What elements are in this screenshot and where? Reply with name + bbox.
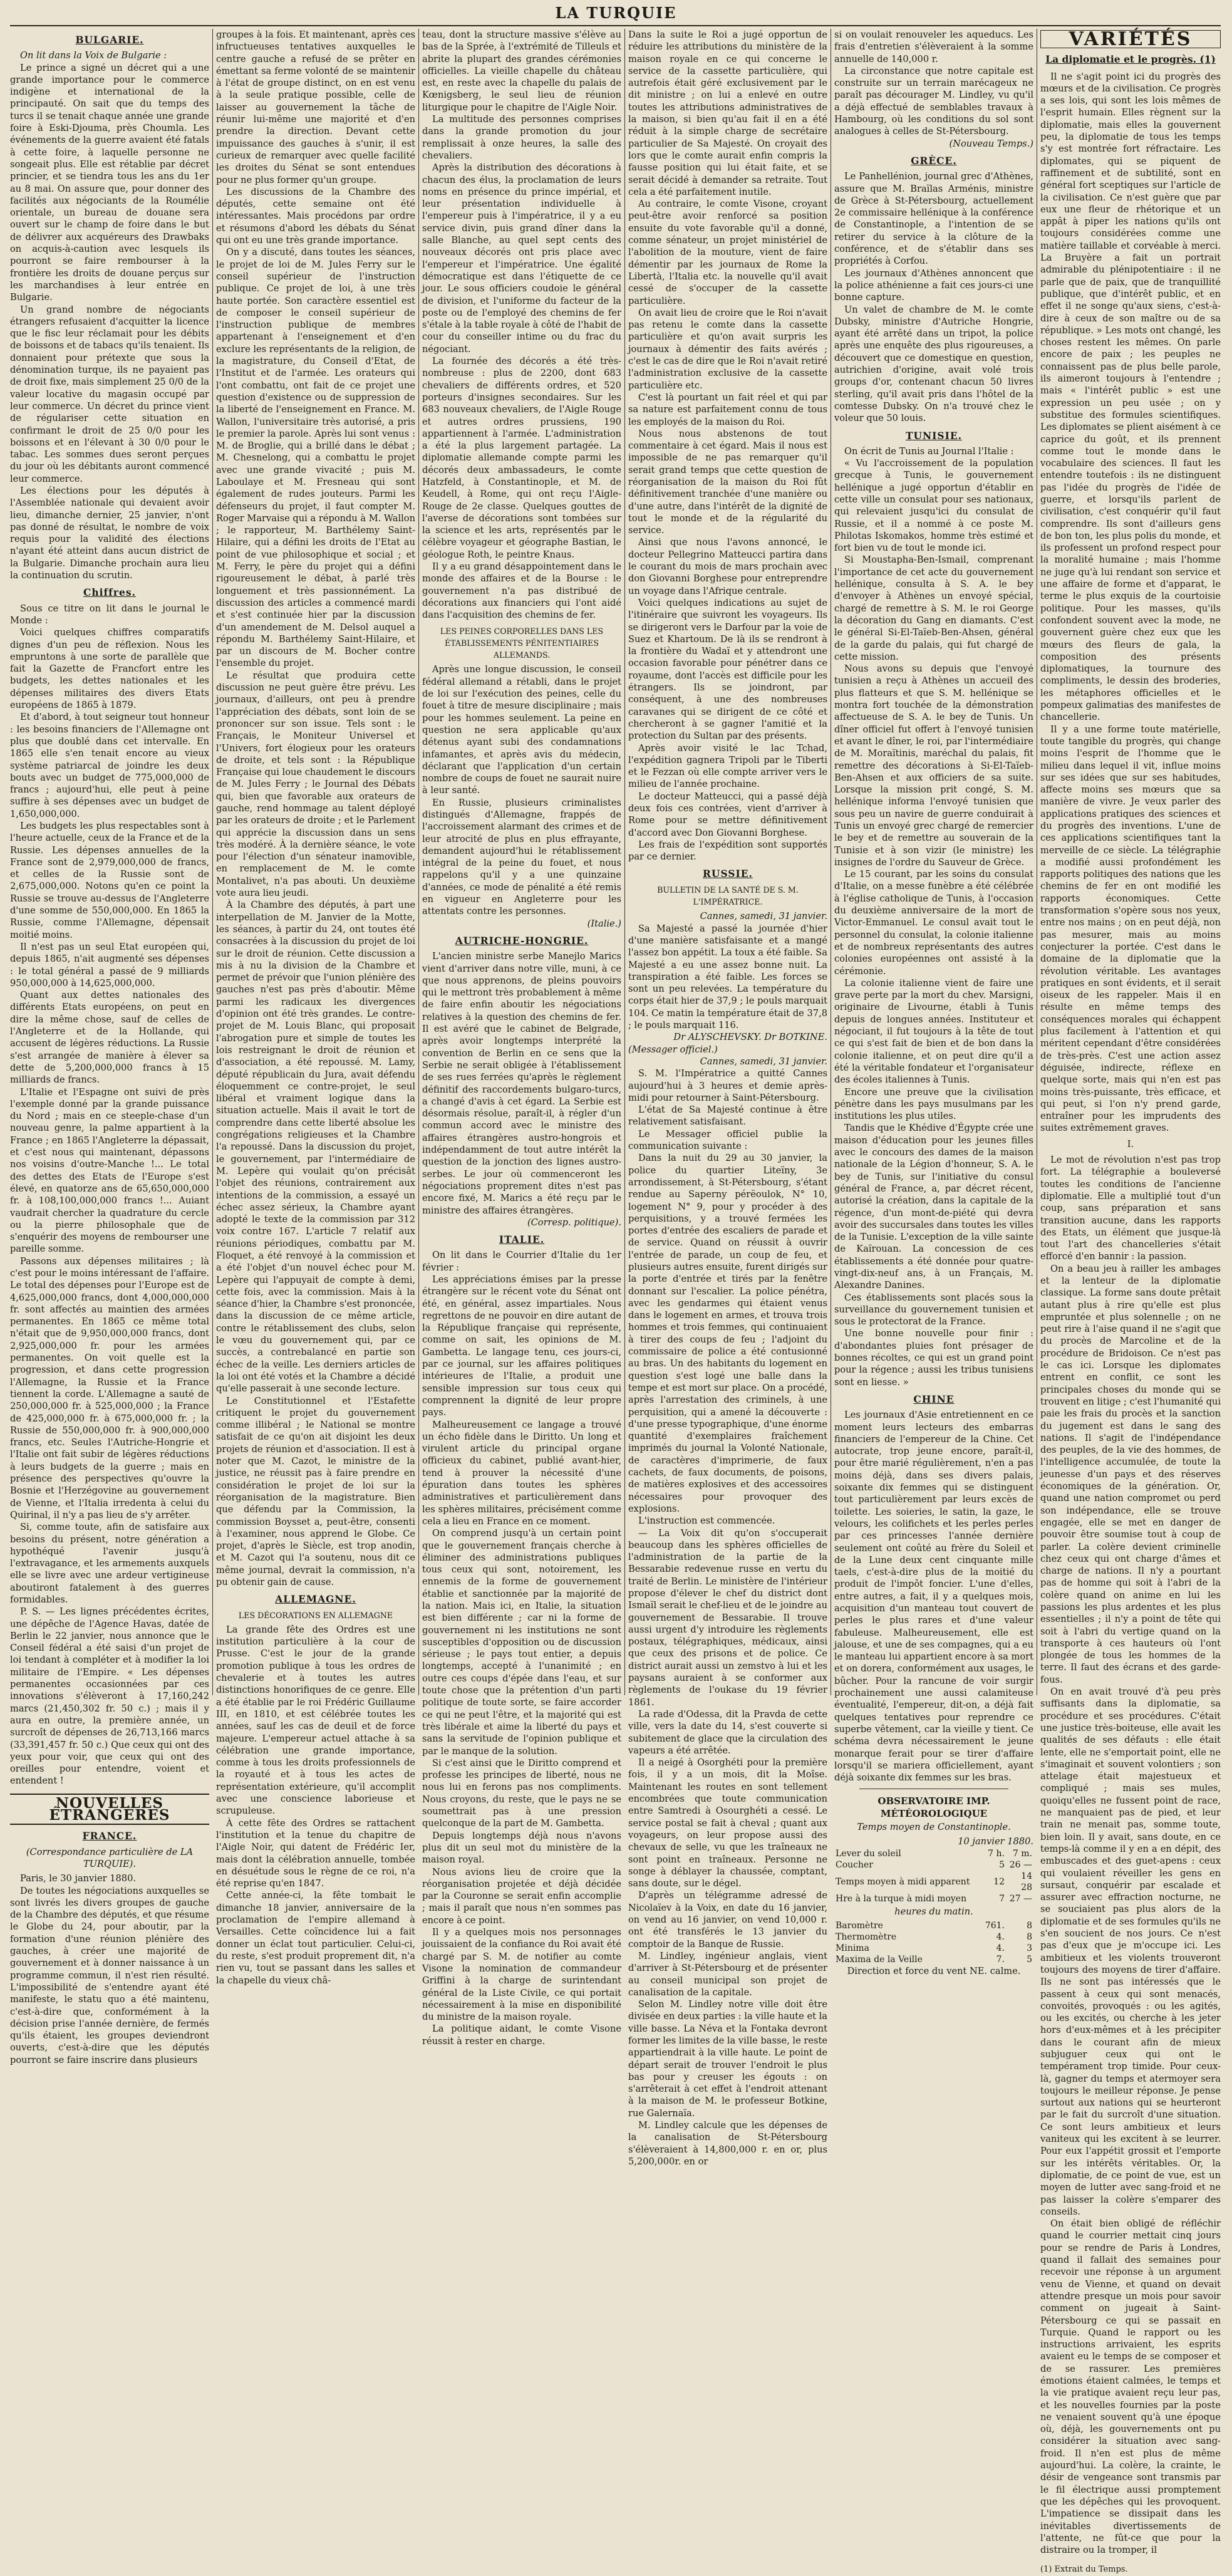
observatory-row <box>834 1954 1033 1965</box>
paragraph: Si c'est ainsi que le Diritto comprend et professe les principes de liberté, nous ne nous lui en ferons pas nos compliments. Nous croyons, du reste, que le pays ne se soumettrait pas à une pression quelconque de la part de M. Gambetta. <box>422 1757 621 1829</box>
observatory-table-readings <box>834 1920 1033 1965</box>
paragraph: On écrit de Tunis au Journal l'Italie : <box>844 445 1014 457</box>
masthead-rule <box>10 25 1221 26</box>
article-title: La diplomatie et le progrès. (1) <box>1045 53 1216 66</box>
paragraph: Après la distribution des décorations à chacun des élus, la proclamation de leurs noms en présence du prince impérial, et leur présentation individuelle à l'empereur puis à l'impératrice, il y a eu service divin, puis grand dîner dans la salle Blanche, au quel sept cents des nouveaux décorés ont pris place avec l'empereur et l'impératrice. Une égalité démocratique est dans l'étiquette de ce jour. Le sous officiers coudoie le général de division, et l'uniforme du facteur de la poste ou de l'employé des chemins de fer s'étale à la table royale à côté de l'habit de cour du conseiller intime ou du frac du négociant. <box>422 162 621 355</box>
paragraph: La grande fête des Ordres est une institution particulière à la cour de Prusse. C'est le jour de la grande promotion publique à tous les ordres de chevalerie et à toutes les autres distinctions honorifiques de ce genre. Elle a été établie par le roi Frédéric Guillaume III, en 1810, et est célébrée toutes les années, sauf les cas de deuil et de force majeure. L'empereur actuel attache à sa célébration une grande importance, comme à tous les droits professionnels de la royauté et à tous les actes de représentation extérieure, qu'il accomplit avec une conscience laborieuse et scrupuleuse. <box>216 1624 415 1817</box>
paragraph: On y a discuté, dans toutes les séances, le projet de loi de M. Jules Ferry sur le conseil supérieur de l'instruction publique. Ce projet de loi, à une très haute portée. Son caractère essentiel est de composer le conseil supérieur de l'instruction publique de membres appartenant à l'enseignement et d'en exclure les représentants de la religion, de la magistrature, du Conseil d'Etat, de l'Institut et de l'armée. Les orateurs qui l'ont combattu, ont fait de ce projet une question d'existence ou de suppression de la liberté de l'enseignement en France. M. Wallon, l'universitaire très autorisé, a pris le premier la parole. Après lui sont venus : M. de Broglie, qui a brillé dans le débat ; M. Chesnelong, qui a combattu le projet avec une grande vivacité ; puis M. Laboulaye et M. Fresneau qui sont également de rudes jouteurs. Parmi les défenseurs du projet, il faut compter M. Roger Marvaise qui a répondu à M. Wallon ; le rapporteur, M. Barthélemy Saint-Hilaire, qui a défini les droits de l'Etat au point de vue philosophique et social ; et M. Ferry, le père du projet qui a défini rigoureusement le débat, à parlé très longuement et très passionnément. La discussion des articles a commencé mardi et s'est continuée hier par la discussion d'un amendement de M. Delsol auquel a répondu M. Barthélemy Saint-Hilaire, et par un discours de M. Bocher contre l'ensemble du projet. <box>216 247 415 669</box>
paragraph: Les appréciations émises par la presse étrangère sur le récent vote du Sénat ont été, en général, assez impartiales. Nous regrettons de ne pouvoir en dire autant de la République française qui représente, comme on sait, les opinions de M. Gambetta. Le langage tenu, ces jours-ci, par ce journal, sur les affaires politiques intérieures de l'Italie, a produit une sensible impression sur tous ceux qui comprennent la dignité de leur propre pays. <box>422 1274 621 1418</box>
observatory-cell-h: 7 <box>999 1893 1005 1904</box>
paragraph: Après avoir visité le lac Tchad, l'expédition gagnera Tripoli par le Tiberti et le Fezzan où elle compte arriver vers le milieu de l'année prochaine. <box>628 742 827 790</box>
source-credit: (Nouveau Temps.) <box>949 138 1033 149</box>
paragraph: M. Lindley, ingénieur anglais, vient d'arriver à St-Pétersbourg et de présenter au conseil municipal son projet de canalisation de la capitale. <box>628 1950 827 1998</box>
paragraph: Le 15 courant, par les soins du consulat d'Italie, on a messe funèbre a été célébrée à l'église catholique de Tunis, à l'occasion du deuxième anniversaire de la mort de Victor-Emmanuel. Le consul avait tout le personnel du consulat, la colonie italienne et de nombreux représentants des autres colonies européennes ont assisté à la cérémonie. <box>834 869 1033 977</box>
paragraph: Ces établissements sont placés sous la surveillance du gouvernement tunisien et sous le protectorat de la France. <box>834 1292 1033 1327</box>
paragraph: Il ne s'agit point ici du progrès des mœurs et de la civilisation. Ce progrès a ses lois, qui sont les lois mêmes de l'esprit humain. Elles règnent sur la diplomatie, mais elles la gouvernent peu, la diplomatie de tous les temps s'y est montrée fort réfractaire. Les diplomates, qui se piquent de raffinement et de subtilité, sont en général fort sceptiques sur l'article de la civilisation. Ce n'est guère que par eux une fleur de rhétorique et un appât à piper les nations qu'ils ont toujours considérées comme une matière taillable et corvéable à merci. La Bruyère a fait un portrait admirable du plénipotentiaire : il ne parle que de paix, que de tranquillité publique, que d'intérêt public, et en effet il ne songe qu'aux siens, c'est-à-dire à ceux de son maître ou de sa république. » Les mots ont changé, les choses restent les mêmes. On parle encore de paix ; les peuples ne connaissent pas de plus belle parole, ils aimeront toujours à l'entendre ; mais « l'intérêt public » est une expression un peu usée ; on y substitue des formules scientifiques. Les diplomates se plient aisément à ce caprice du goût, et ils prennent comme tout le monde dans le vocabulaire des sciences. Il faut les entendre toutefois : ils ne distinguent pas l'idée du progrès de l'idée de guerre, et lorsqu'ils parlent de civilisation, c'est conquérir qu'il faut comprendre. Ils sont d'ailleurs gens de bon ton, les plus polis du monde, et ils professent un profond respect pour la moralité humaine ; mais l'homme ne juge qu'à lui rendant son service et une affaire de forme et d'apparat, le terme le plus exquis de la courtoisie politique. Pour les masses, qu'ils confondent souvent avec la mode, ne gouvernent guère chez eux que les mœurs des fleurs de gala, la composition des présents diplomatiques, la tournure des compliments, le dessin des broderies, les métaphores officielles et le pompeux galimatias des manifestes de chancellerie. <box>1040 71 1221 723</box>
paragraph: Si, comme toute, afin de satisfaire aux besoins du présent, notre génération a hypothéqué l'avenir jusqu'à l'extravagance, et les armements auxquels elle se livre avec une ardeur vertigineuse aboutiront fatalement à des guerres formidables. <box>10 1522 209 1605</box>
paragraph: Il a neigé à Osorghéti pour la première fois, il y a un mois, dit la Moîse. Maintenant les routes en sont tellement encombrées que toute communication entre Samtredi à Osourghéti a cessé. Le service postal se fait à cheval ; quant aux voyageurs, on leur propose aussi des chevaux de selle, vu que les traîneaux ne sont point en traîneaux. Personne ne songe à déblayer la chaussée, comptant, sans doute, sur le dégel. <box>628 1757 827 1889</box>
paragraph: On en avait trouvé d'à peu près suffisants dans la diplomatie, sa procédure et ses procédures. C'était une justice très-boiteuse, elle avait les qualités de ses défauts : elle était lente, elle ne s'emportait point, elle ne s'imaginait et souvent volontiers ; son attelage était majestueux et compliqué ; mais ses mules, quoiqu'elles ne fussent point de race, ne manquaient pas de pied, et leur train ne menait pas, somme toute, bien loin. Il y avait, sans doute, en ce temps-là comme il y en a en dépit, des embuscades et des guet-apens : ceux qui voulaient réveiller les gens en sursaut, conquérir par escalade et assurer avec effraction nocturne, ne se souciaient pas plus alors de la diplomatie et de ses formules qu'ils ne s'en soucient de nos jours. Ce n'est pas d'eux que je m'occupe ici. Les ambitieux et les violents trouveront toujours des moyens de tirer d'affaire. Ils ne sont pas intéressés que le passent à ceux qui sont menacés, convoités, provoqués : ou les agités, ou les excités, ou cherche à les jeter hors d'eux-mêmes et à les précipiter dans le courant afin de mieux subjuguer ceux qui ont le tempérament trop timide. Pour ceux-là, gagner du temps et atermoyer sera toujours le meilleur réponse. Je pense surtout aux nations qui se heurteront par le fait du surcroît d'une situation. Ce sont leurs ambitieux et leurs vaniteux qui les excitent à se leurrer. Pour eux l'appétit grossit et l'emporte sur les intérêts véritables. Or, la diplomatie, de ce point de vue, est un moyen de lutter avec sang-froid et ne pas laisser la colère s'emparer des conseils. <box>1040 1686 1221 2217</box>
source-credit: (Messager officiel.) <box>628 1044 718 1055</box>
section-heading-autriche-hongrie: AUTRICHE-HONGRIE. <box>455 934 589 947</box>
paragraph: Voici quelques chiffres comparatifs dignes d'un peu de réflexion. Nous les empruntons à une sorte de parallèle que fait la Gazette de Francfort entre les budgets, les dettes nationales et les dépenses militaires des divers Etats européens de 1865 à 1879. <box>10 627 209 711</box>
signature: Dr ALYSCHEVSKY. Dr BOTKINE. <box>673 1032 827 1043</box>
paragraph: Sa Majesté a passé la journée d'hier d'une manière satisfaisante et a mangé l'assez bon appétit. La toux a été faible. Sa Majesté a eu une assez bonne nuit. La transpiration a été faible. Les forces se sont un peu relevées. La température du corps était hier de 37,9 ; le pouls marquait 104. Ce matin la température était de 37,8 ; le pouls marquait 116. <box>628 923 827 1031</box>
section-heading-nouvelles-etrangeres: NOUVELLES ÉTRANGÈRES <box>10 1794 209 1826</box>
paragraph: On comprend jusqu'à un certain point que le gouvernement français cherche à éliminer des administrations publiques tous ceux qui sont, notoirement, les ennemis de la forme de gouvernement établie et sanctionnée par la majorité de la nation. Mais ici, en Italie, la situation est bien différente ; car ni la forme de gouvernement ni les institutions ne sont susceptibles d'opposition ou de discussion sérieuse ; le pays tout entier, a depuis longtemps, accepté à l'unanimité ; en outre ces coups d'épée dans l'eau, et sur toute chose que la prétention d'un parti politique de toute sorte, se faire accorder ce qui ne peut l'être, et la majorité qui est très libérale et aime la liberté du pays et sans la servitude de l'opinion publique et par le manque de la solution. <box>422 1528 621 1757</box>
paragraph: Les discussions de la Chambre des députés, cette semaine ont été intéressantes. Mais procédons par ordre et résumons d'abord les débats du Sénat qui ont eu une très grande importance. <box>216 186 415 246</box>
paragraph: L'Italie et l'Espagne ont suivi de près l'exemple donné par la grande puissance du Nord ; mais en ce steeple-chase d'un nouveau genre, la palme appartient à la France ; en 1865 l'Angleterre la dépassait, et c'est nous qui maintenant, dépassons nos voisins d'outre-Manche !... Le total des dettes des Etats de l'Europe s'est élevé, en quatorze ans de 65,650,000,000 fr. à 108,100,000,000 francs !... Auiant vaudrait chercher la quadrature du cercle ou la pierre philosophale que de s'enquérir des moyens de rembourser une pareille somme. <box>10 1086 209 1255</box>
paragraph: Le Panhellénion, journal grec d'Athènes, assure que M. Braïlas Arménis, ministre de Grèce à St-Pétersbourg, actuellement 2e commissaire hellénique à la conférence de Constantinople, a l'intention de se retirer du service à la clôture de la conférence, et de s'établir dans ses propriétés à Corfou. <box>834 171 1033 267</box>
paragraph: Après une longue discussion, le conseil fédéral allemand a rétabli, dans le projet de loi sur l'exécution des peines, celle du fouet à titre de mesure disciplinaire ; mais pour les hommes seulement. La peine en question ne sera applicable qu'aux détenus ayant subi des condamnations infamantes, et après avis du médecin, déclarant que l'application d'un certain nombre de coups de fouet ne saurait nuire à leur santé. <box>422 664 621 796</box>
paragraph: Il n'est pas un seul Etat européen qui, depuis 1865, n'ait augmenté ses dépenses : le total général a passé de 9 milliards 950,000,000 à 14,625,000,000. <box>10 941 209 989</box>
russie-bulletin-heading: BULLETIN DE LA SANTÉ DE S. M. L'IMPÉRATRICE. <box>657 885 799 907</box>
observatory-cell-h: 5 <box>999 1859 1005 1870</box>
observatory-cell-label: Baromètre <box>836 1920 883 1931</box>
paragraph: L'ancien ministre serbe Manejlo Marics vient d'arriver dans notre ville, muni, à ce que nous apprenons, de pleins pouvoirs qui le mettront très probablement à même de faire enfin aboutir les négociations relatives à la question des chemins de fer. Il est avéré que le cabinet de Belgrade, après avoir longtemps interprété la convention de Berlin en ce sens que la Serbie ne serait obligée à l'établissement de ses rues ferrées qu'après le règlement définitif des raccordements bulgaro-turcs, a changé d'avis à cet égard. La Serbie est désormais résolue, paraît-il, à régler d'un commun accord avec le ministre des affaires étrangères austro-hongrois et indépendamment de tout autre intérêt la question de la jonction des lignes austro-serbes. Le jour où commenceront les négociations proprement dites n'est pas encore fixé, M. Marics a été reçu par le ministre des affaires étrangères. <box>422 951 621 1216</box>
paragraph: D'après un télégramme adressé de Nicolaïev à la Voix, en date du 16 janvier, on vend au 16 janvier, on vend 10,000 r. ont été transférés le 13 janvier du comptoir de la Banque de Russie. <box>628 1890 827 1950</box>
observatory-cell-m: 7 m. <box>1012 1848 1032 1859</box>
observatory-cell-m: 5 <box>1027 1954 1032 1965</box>
paragraph: C'est là pourtant un fait réel et qui par sa nature est parfaitement connu de tous les employés de la maison du Roi. <box>628 392 827 427</box>
paragraph: Le docteur Matteucci, qui a passé déjà deux fois ces contrées, vient d'arriver à Rome pour se mettre définitivement d'accord avec Don Giovanni Borghese. <box>628 791 827 838</box>
paragraph: Il y a quelques mois nos personnages jouissaient de la confiance du Roi avait été chargé par S. M. de notifier au comte Visone la nomination de commandeur Griffini à la charge de surintendant général de la Liste Civile, ce qui portait nécessairement à la mise en disponibilité du ministre de la maison royale. <box>422 1927 621 2023</box>
source-credit: (Corresp. politique). <box>527 1217 621 1228</box>
observatory-cell-m: 8 <box>1027 1920 1032 1931</box>
paragraph: Nous avons su depuis que l'envoyé tunisien a reçu à Athènes un accueil des plus flatteurs et que S. M. hellénique se montra fort touchée de la démonstration affectueuse de S. A. le bey de Tunis. Un dîner officiel fut offert à l'envoyé tunisien et avant le dîner, le roi, par l'intermédiaire de M. Moraïtinis, maréchal du palais, fit remettre des décorations à Si-El-Taïeb-Ben-Ahsen et aux officiers de sa suite. Lorsque la mission prit congé, S. M. hellénique informa l'envoyé tunisien que sous peu un navire de guerre conduirait à Tunis un envoyé grec chargé de remercier le bey et de remettre au souverain de la Tunisie et à son vizir (le ministre) les insignes de l'ordre du Sauveur de Grèce. <box>834 663 1033 868</box>
observatory-cell-h: 7. <box>996 1954 1005 1965</box>
paragraph: « Vu l'accroissement de la population grecque à Tunis, le gouvernement hellénique a jugé opportun d'établir en cette ville un consulat pour ses nationaux, qui relevaient jusqu'ici du consulat de Russie, et il a nommé à ce poste M. Philotas Iskomakos, homme très estimé et fort bien vu de tout le monde ici. <box>834 458 1033 554</box>
paragraph: teau, dont la structure massive s'élève au bas de la Sprée, à l'extrémité de Tilleuls et abrite la plupart des grandes cérémonies officielles. La vieille chapelle du château est, en reste avec la chapelle du palais de Kœnigsberg, le seul lieu de réunion liturgique pour le chapitre de l'Aigle Noir. <box>422 29 621 113</box>
allemagne-subheading: LES DÉCORATIONS EN ALLEMAGNE <box>238 1610 393 1620</box>
paragraph: Une bonne nouvelle pour finir : d'abondantes pluies font présager de bonnes récoltes, ce qui est un grand point pour la régence ; aussi les tribus tunisiens sont en liesse. » <box>834 1328 1033 1388</box>
paragraph: Le mot de révolution n'est pas trop fort. La télégraphie a bouleversé toutes les conditions de l'ancienne diplomatie. Elle a multiplié tout d'un coup, sans préparation et sans transition aucune, dans les rapports des Etats, un élément que jusque-là tout l'art des chancelleries s'était efforcé d'en bannir : la passion. <box>1040 1155 1221 1262</box>
observatory-cell-label: Temps moyen à midi apparent <box>836 1876 970 1887</box>
observatory-row <box>834 1943 1033 1954</box>
section-number: I. <box>1127 1138 1134 1150</box>
paragraph: Les élections pour les députés à l'Assemblée nationale qui devaient avoir lieu, dimanche dernier, 25 janvier, n'ont pas donné de résultat, le nombre de voix requis pour la validité des élections n'ayant été atteint dans aucun district de la Bulgarie. Dimanche prochain aura lieu la continuation du scrutin. <box>10 485 209 581</box>
paragraph: Cette année-ci, la fête tombait le dimanche 18 janvier, anniversaire de la proclamation de l'empire allemand à Versailles. Cette coïncidence lui a fait donner un éclat tout particulier. Celui-ci, du reste, s'est produit proprement dit, n'a rien vu, tout se passant dans les salles et la chapelle du vieux châ- <box>216 1890 415 1986</box>
paragraph: Ainsi que nous l'avons annoncé, le docteur Pellegrino Matteucci partira dans le courant du mois de mars prochain avec don Giovanni Borghese pour entreprendre un voyage dans l'Afrique centrale. <box>628 537 827 596</box>
column-5 <box>834 29 1033 1976</box>
column-6 <box>1040 28 1221 2575</box>
source-credit: (Italie.) <box>587 918 621 929</box>
paragraph: En Russie, plusieurs criminalistes distingués d'Allemagne, frappés de l'accroissement alarmant des crimes et de leur atrocité de plus en plus effrayante, demandent aujourd'hui le rétablissement intégral de la peine du fouet, et nous rappelons qu'il y a une quinzaine d'années, ce mode de pénalité a été remis en vigueur en Angleterre pour les attentats contre les personnes. <box>422 797 621 917</box>
dateline: Paris, le 30 janvier 1880. <box>20 1873 136 1884</box>
observatory-date: 10 janvier 1880. <box>958 1836 1033 1847</box>
observatory-cell-label: Maxima de la Veille <box>836 1954 923 1965</box>
paragraph: Le Constitutionnel et l'Estafette critiquent le projet du gouvernement comme illibéral ; le National se montre satisfait de ce qu'on ait disjoint les deux projets de réunion et d'association. Il est à noter que M. Cazot, le ministre de la justice, ne réussit pas à faire prendre en considération le projet de loi sur la réorganisation de la magistrature. Bien que défendu par la Commission, la commission Boysset a, peut-être, consenti à l'examiner, nous apprend le Globe. Ce projet, d'après le Siècle, est trop anodin, et M. Cazot qui l'a soutenu, nous dit ce même journal, devrait la commission, n'a pu obtenir gain de cause. <box>216 1395 415 1587</box>
dateline: Cannes, samedi, 31 janvier. <box>700 1056 827 1067</box>
observatory-cell-label: Hre à la turque à midi moyen <box>836 1893 967 1904</box>
observatory-cell-label: Lever du soleil <box>836 1848 901 1859</box>
observatory-row <box>834 1931 1033 1943</box>
observatory-cell-m: 3 <box>1027 1943 1032 1953</box>
column-3 <box>422 29 621 2047</box>
paragraph: À la Chambre des députés, à part une interpellation de M. Janvier de la Motte, les séances, à partir du 24, ont toutes été consacrées à la discussion du projet de loi sur le droit de réunion. Cette discussion a mis à nu la division de la Chambre et permet de prévoir que l'union plénière des gauches n'est pas près d'aboutir. Même parmi les radicaux les divergences d'opinion ont été très grandes. Le contre-projet de M. Louis Blanc, qui proposait l'abrogation pure et simple de toutes les lois restreignant le droit de réunion et d'association, a été repoussé. M. Lamy, député républicain du Jura, avait défendu éloquemment ce contre-projet, le seul libéral et vraiment logique dans la situation actuelle. Mais il avait le tort de comprendre dans cette liberté absolue les congrégations religieuses et la Chambre l'a repoussé. Dans la discussion du projet, le gouvernement, par l'intermédiaire de M. Lepère qui voulait qu'on précisât l'objet des réunions, contrairement aux intentions de la commission, a essayé un échec assez sérieux, la Chambre ayant adopté le texte de la commission par 312 voix contre 167. L'article 7 relatif aux réunions périodiques, combattu par M. Floquet, a été renvoyé à la commission et a été l'objet d'un nouvel échec pour M. Lepère qui l'appuyait de compte à demi, cette fois, avec la commission. Mais à la séance d'hier, la Chambre s'est prononcée, dans la discussion de ce même article, contre le rétablissement des clubs, selon le vœu du gouvernement qui, par ce succès, a contrebalancé en partie son échec de la veille. Les derniers articles de la loi ont été votés et la Chambre a décidé qu'elle passerait à une seconde lecture. <box>216 900 415 1394</box>
section-heading-chine: CHINE <box>913 1393 955 1405</box>
paragraph: — La Voix dit qu'on s'occuperait beaucoup dans les sphères officielles de l'administration de la partie de la Bessarabie redevenue russe en vertu du traité de Berlin. Le ministère de l'intérieur propose d'élever le chef du district dont Ismaïl serait le chef-lieu et de le joindre au gouvernement de Bessarabie. Il trouve aussi urgent d'y introduire les règlements postaux, télégraphiques, médicaux, ainsi que ceux des prisons et de police. Ce district aurait aussi un zemstvo à lui et les paysans auraient à se conformer aux règlements de l'oukase du 19 février 1861. <box>628 1527 827 1708</box>
paragraph: Nous nous abstenons de tout commentaire à cet égard. Mais il nous est impossible de ne pas remarquer qu'il serait grand temps que cette question de réorganisation de la maison du Roi fût définitivement tranchée d'une manière ou d'une autre, dans l'intérêt de la dignité de tout le monde et de la régularité du service. <box>628 428 827 536</box>
paragraph: L'instruction est commencée. <box>638 1515 775 1527</box>
paragraph: Malheureusement ce langage a trouvé un écho fidèle dans le Diritto. Un long et virulent article du principal organe officieux du cabinet, publié avant-hier, tend à prouver la nécessité d'une épuration dans toutes les sphères administratives et particulièrement dans les sphères militaires, précisément comme cela a lieu en France en ce moment. <box>422 1419 621 1527</box>
section-heading-russie: RUSSIE. <box>703 868 753 880</box>
france-subtitle: (Correspondance particulière de LA TURQUIE). <box>26 1846 194 1869</box>
observatory-cell-label: Minima <box>836 1943 869 1953</box>
paragraph: Les journaux d'Athènes annoncent que la police athénienne a fait ces jours-ci une bonne capture. <box>834 267 1033 303</box>
paragraph: Si Moustapha-Ben-Ismail, comprenant l'importance de cet acte du gouvernement hellénique, consulta à S. A. le bey d'envoyer à Athènes un envoyé spécial, chargé de remettre à S. M. le roi George la décoration du Gang en diamants. C'est le général Si-El-Taïeb-Ben-Ahsen, général de la garde du palais, qui fut chargé de cette mission. <box>834 554 1033 662</box>
paragraph: Nous avions lieu de croire que la réorganisation projetée et déjà décidée par la Couronne se serait enfin accomplie ; mais il paraît que nous n'en sommes pas encore à ce point. <box>422 1866 621 1926</box>
column-separator <box>418 29 419 1695</box>
dateline: Cannes, samedi, 31 janvier. <box>700 911 827 922</box>
paragraph: Le Messager officiel publie la communication suivante : <box>628 1128 827 1152</box>
section-heading-france: FRANCE. <box>82 1830 137 1842</box>
columns <box>10 28 1221 2575</box>
observatory-cell-h: 12 <box>993 1876 1005 1887</box>
observatory-row <box>834 1920 1033 1931</box>
paragraph: On a beau jeu à railler les ambages et la lenteur de la diplomatie classique. La forme sans doute prêtait autant plus à rire qu'elle est plus empruntée et plus solennelle ; on ne peut rire à l'aise quand il ne s'agit que du procès de Marcoline et de la procédure de Bridoison. Ce n'est pas le cas ici. Lorsque les diplomates entrent en conflit, ce sont les principales choses du monde qui se trouvent en litige ; c'est l'humanité qui paie les frais du procès et la sanction du jugement est dans le sang des nations. Il s'agit de l'indépendance des peuples, de la vie des hommes, de l'intelligence accumulée, de toute la jeunesse d'un pays et des réserves économiques de la génération. Or, quand une nation compromet ou perd son indépendance, elle se trouve engagée, elle se met en danger de pouvoir être soumise tout à coup de parler. La colère devient criminelle chez ceux qui ont charge d'âmes et charge de nations. Il n'y a pourtant pas de homme qui soit à l'abri de la colère quand on anime en lui les passions les plus ardentes et les plus essentielles ; il n'y a point de tête qui soit à l'abri du vertige quand on la transporte à ces hauteurs où l'ont plongée de tous les hommes de la terre. Il faut des écrans et des garde-fous. <box>1040 1263 1221 1685</box>
observatory-hours-label: heures du matin. <box>894 1906 973 1917</box>
section-heading-allemagne: ALLEMAGNE. <box>275 1593 356 1606</box>
paragraph: Au contraire, le comte Visone, croyant peut-être avoir renforcé sa position ensuite du vote favorable qu'il a donné, comme sénateur, un projet ministériel de l'abolition de la mouture, vient de faire démentir par les journaux de Rome la Libertà, l'Italia etc. la nouvelle qu'il avait cessé de s'occuper de la cassette particulière. <box>628 199 827 306</box>
paragraph: Quant aux dettes nationales des différents Etats européens, on peut en dire la même chose, sauf de celles de l'Angleterre et de la Hollande, qui accusent de légères réductions. La Russie s'est arrangée de manière à élever sa dette de 5,200,000,000 francs à 15 milliards de francs. <box>10 990 209 1086</box>
observatory-row <box>834 1848 1033 1859</box>
paragraph: Dans la nuit du 29 au 30 janvier, la police du quartier Liteïny, 3e arrondissement, à St-Pétersbourg, s'étant rendue au Saperny pérëoulok, N° 10, logement N° 9, pour y procéder à des perquisitions, y a trouvé fermées les portes d'entrée des escaliers de parade et de service. Quand on réussit à ouvrir l'entrée de parade, un coup de feu, et plusieurs autres ensuite, furent dirigés sur la porte d'entrée et tirés par la fenêtre donnant sur l'escalier. La police pénétra, avec les gendarmes qui étaient venus dans le logement en armes, et trouva trois hommes et trois femmes, qui continuaient à tirer des coups de feu ; l'adjoint du commissaire de police a été contusionné au bras. Un des habitants du logement en question s'est logé une balle dans la tempe et est mort sur place. On a procédé, après l'arrestation des criminels, à une perquisition, qui a amené la découverte : d'une presse typographique, d'une énorme quantité d'exemplaires fraîchement imprimés du journal la Volonté Nationale, de caractères d'imprimerie, de faux cachets, de faux documents, de poisons, de matières explosives et des accessoires nécessaires pour provoquer des explosions. <box>628 1153 828 1514</box>
observatory-title: OBSERVATOIRE IMP. MÉTÉOROLOGIQUE <box>877 1795 990 1819</box>
paragraph: Selon M. Lindley notre ville doit être divisée en deux parties : la ville haute et la ville basse. La Néva et la Fontaka devront former les limites de la ville basse, le reste appartiendrait à la ville haute. Le point de départ serait de trouver l'endroit le plus bas pour y creuser les égouts : on s'arrêterait à cet effet à l'endroit attenant à la maison de M. le professeur Botkine, rue Galernaïa. <box>628 1999 827 2119</box>
paragraph: Un valet de chambre de M. le comte Dubsky, ministre d'Autriche Hongrie, ayant été arrêté dans un tripot, la police après une enquête des plus rigoureuses, a découvert que ce domestique en question, autrichien d'origine, avait volé trois groups d'or, contenant chacun 50 livres sterling, qu'il avait pris dans l'hôtel de la comtesse Dubsky. On n'a trouvé chez le voleur que 50 louis. <box>834 304 1033 424</box>
observatory-cell-m: 27 — <box>1009 1893 1032 1904</box>
paragraph: La rade d'Odessa, dit la Pravda de cette ville, vers la date du 14, s'est couverte si subitement de glace que la circulation des vapeurs a été arrêtée. <box>628 1708 827 1756</box>
observatory-cell-h: 761. <box>985 1920 1005 1931</box>
paragraph: Dans la suite le Roi a jugé opportun de réduire les attributions du ministère de la maison royale en ce qui concerne le service de la cassette particulière, qui autrefois était géré exclusivement par le dit ministre ; on lui a enlevé en outre toutes les attributions administratives de la maison, si bien qu'au fait il en a été réduit à la simple charge de secrétaire particulier de Sa Majesté. On croyait des lors que le comte aurait enfin compris la fausse position qui lui était faite, et se serait décidé à demander sa retraite. Tout cela a été parfaitement inutile. <box>628 29 827 197</box>
paragraph: La fournée des décorés a été très-nombreuse : plus de 2200, dont 683 chevaliers de différents ordres, et 520 porteurs d'insignes secondaires. Sur les 683 nouveaux chevaliers, de l'Aigle Rouge et autres ordres prussiens, 190 appartiennent à l'armée. L'administration a été la plus largement partagée. La diplomatie allemande compte parmi les décorés deux ambassadeurs, le comte Hatzfeld, à Constantinople, et M. de Keudell, à Rome, qui ont reçu l'Aigle-Rouge de 2e classe. Quelques gouttes de l'averse de décorations sont tombées sur la science et les arts, représentés par le célèbre voyageur et géographe Bastian, le géologue Roth, le peintre Knaus. <box>422 356 621 560</box>
observatory-cell-h: 4. <box>996 1943 1005 1953</box>
observatory-wind: Direction et force du vent NE. calme. <box>847 1965 1021 1976</box>
observatory-cell-label: Thermomètre <box>836 1931 897 1942</box>
observatory-cell-m: 14 28 <box>1021 1871 1032 1893</box>
peines-subheading: LES PEINES CORPORELLES DANS LES ÉTABLISSEMENTS PÉNITENTIAIRES ALLEMANDS. <box>440 626 604 660</box>
column-1 <box>10 29 209 2065</box>
paragraph: Il y a eu grand désappointement dans le monde des affaires et de la Bourse : le gouvernement n'a pas distribué de décorations aux financiers qui l'ont aidé dans l'acquisition des chemins de fer. <box>422 561 621 621</box>
observatory-cell-h: 4. <box>996 1931 1005 1942</box>
observatory-row <box>834 1859 1033 1871</box>
paragraph: si on voulait renouveler les aqueducs. Les frais d'entretien s'élèveraient à la somme annuelle de 140,000 r. <box>834 29 1033 65</box>
paragraph: De toutes les négociations auxquelles se sont livrés les divers groupes de gauche de la Chambre des députés, et que résume le Globe du 24, pour aboutir, par la formation d'une réunion plénière des gauches, à créer une majorité de gouvernement et à donner naissance à un programme commun, il n'est rien résulté. L'impossibilité de s'entendre ayant été manifeste, le statu quo a été maintenu, c'est-à-dire que, conformément à la décision prise l'année dernière, de fermés qu'ils étaient, les groupes deviendront ouverts, c'est-à-dire que les députés pourront se faire inscrire dans plusieurs <box>10 1885 209 2065</box>
observatory-cell-m: 26 — <box>1009 1859 1032 1870</box>
section-heading-italie: ITALIE. <box>499 1233 545 1246</box>
paragraph: P. S. — Les lignes précédentes écrites, une dépêche de l'Agence Havas, datée de Berlin le 22 janvier, nous annonce que le Conseil fédéral a été saisi d'un projet de loi tendant à compléter et à modifier la loi militaire de l'Empire. « Les dépenses permanentes occasionnées par ces innovations s'élèveront à 17,160,242 marcs (21,450,302 fr. 50 c.) ; mais il y aura en outre, la première année, un surcroît de dépenses de 26,713,166 marcs (33,391,457 fr. 50 c.) Que ceux qui ont des yeux pour voir, que ceux qui ont des oreilles pour entendre, voient et entendent ! <box>10 1606 209 1787</box>
paragraph: Et d'abord, à tout seigneur tout honneur : les besoins financiers de l'Allemagne ont plus que doublé dans cet intervalle. En 1865 elle s'en tenait encore au vieux système patriarcal de joindre les deux bouts avec un budget de 775,000,000 de francs ; aujourd'hui, elle peut à peine suffire à ses dépenses avec un budget de 1,650,000,000. <box>10 712 209 819</box>
paragraph: Encore une preuve que la civilisation pénètre dans les pays musulmans par les institutions les plus utiles. <box>834 1086 1033 1122</box>
paragraph: Sous ce titre on lit dans le journal le Monde : <box>10 603 209 626</box>
paragraph: L'état de Sa Majesté continue à être relativement satisfaisant. <box>628 1104 827 1128</box>
paragraph: La multitude des personnes comprises dans la grande promotion du jour remplissait à onze heures, la salle des chevaliers. <box>422 114 621 161</box>
section-heading-grece: GRÈCE. <box>911 154 957 167</box>
observatory-cell-h: 7 h. <box>988 1848 1005 1859</box>
paragraph: On était bien obligé de réfléchir quand le courrier mettait cinq jours pour se rendre de Paris à Londres, quand il fallait des semaines pour recevoir une réponse à un argument venu de Vienne, et quand on devait attendre presque un mois pour savoir comment on jugeait à Saint-Pétersbourg ce qui se passait en Turquie. Quand le rapport ou les instructions arrivaient, les esprits avaient eu le temps de se composer et de se rassurer. Les premières émotions étaient calmées, le temps et la vie pratique avaient reçu leur pas, et les nouvelles fournies par la poste ne venaient souvent qu'à une époque où, déjà, les gouvernements ont pu considérer la situation avec sang-froid. Il n'en est plus de même aujourd'hui. La colère, la crainte, le désir de vengeance sont transmis par le fil électrique aussi promptement que les dépêches qui les provoquent. L'impatience se dissipait dans les inévitables divertissements de l'attente, ne fût-ce que pour la distraire ou la tromper, il <box>1040 2218 1221 2556</box>
paragraph: Un grand nombre de négociants étrangers refusaient d'acquitter la licence que le fisc leur réclamait pour les débits de boissons et de tabacs qu'ils tenaient. Ils donnaient pour prétexte que sous la dénomination turque, ils ne payaient pas de droit fixe, mais simplement 25 0/0 de la valeur locative du magasin occupé par leur commerce. Un décret du prince vient de régulariser cette situation en confirmant le droit de 25 0/0 pour les boissons et en l'élevant à 30 0/0 pour le tabac. Les sommes dues seront perçues du jour où les débitants auront commencé leur commerce. <box>10 304 209 484</box>
paragraph: Le prince a signé un décret qui a une grande importance pour le commerce indigène et international de la principauté. On sait que du temps des turcs il se tenait chaque année une grande foire à Eski-Djouma, près Choumla. Les événements de la guerre avaient été fatals à cette foire, à laquelle personne ne songeait plus. Elle est rétablie par décret princier, et se tiendra tous les ans du 1er au 8 mai. On assure que, pour donner des facilités aux négociants de la Roumélie orientale, un bureau de douane sera ouvert sur le champ de foire dans le but de délivrer aux acquéreurs des Drawbaks on acquis-à-caution avec lesquels ils pourront se faire rembourser à la frontière les droits de douane perçus sur les marchandises à leur entrée en Bulgarie. <box>10 62 209 303</box>
footnote: (1) Extrait du Temps. <box>1040 2565 1128 2575</box>
paragraph: À cette fête des Ordres se rattachent l'institution et la tenue du chapitre de l'Aigle Noir, qui datent de Frédéric Ier, mais dont la célébration annuelle, tombée en désuétude sous le règne de ce roi, n'a été reprise qu'en 1847. <box>216 1817 415 1889</box>
column-2 <box>216 29 415 1986</box>
paragraph: La colonie italienne vient de faire une grave perte par la mort du chev. Marsigni, originaire de Livourne, établi à Tunis depuis de longues années. Instituteur et négociant, il fut toujours à la tête de tout ce qui s'est fait de bien et de bon dans la colonie italienne, et on peut dire qu'il a été la véritable fondateur et l'organisateur des écoles italiennes à Tunis. <box>834 977 1033 1086</box>
paragraph: Il y a une forme toute matérielle, toute tangible du progrès, qui change moins l'esprit de l'homme que le milieu dans lequel il vit, influe moins sur ses idées que sur ses habitudes, affecte moins ses mœurs que sa manière de vivre. Je veux parler des applications pratiques des sciences et du progrès des inventions. L'une de ces applications scientifiques tant la merveille de ce siècle. La télégraphie a modifié aussi profondément les rapports politiques des nations que les chemins de fer en ont modifié les rapports économiques. Cette transformation s'opère sous nos yeux, entre nos mains ; on en peut déjà, non pas mesurer, mais au moins conjecturer la portée. C'est dans le domaine de la diplomatie que la révolution véritable. Les avantages pratiques en sont évidents, et il serait oiseux de les rappeler. Mais il en résulte en même temps des conséquences morales qui échappent plus facilement à l'attention et qui méritent cependant d'être considérées de très-près. C'est une action assez déguisée, indirecte, réflexe en quelque sorte, mais qui n'en est pas moins très-puissante, très efficace, et qui peut, si l'on n'y prend garde, entraîner pour les imprudents des suites extrêmement graves. <box>1040 724 1221 1134</box>
observatory-subtitle: Temps moyen de Constantinople. <box>857 1822 1011 1833</box>
column-4 <box>628 29 828 2167</box>
column-separator <box>212 29 213 1695</box>
paragraph: Les journaux d'Asie entretiennent en ce moment leurs lecteurs des embarras financiers de l'empereur de la Chine. Cet autocrate, trop jeune encore, paraît-il, pour être marié régulièrement, n'en a pas moins déjà, dans ses divers palais, soixante dix femmes qui se distinguent tout particulièrement par leurs excès de toilette. Les soieries, le satin, la gaze, le velours, les colifichets et les perles perles par ces princesses l'année dernière seulement ont coûté au frère du Soleil et de la Lune deux cent cinquante mille taels, c'est-à-dire plus de la moitié du produit de l'impôt foncier. L'une d'elles, entre autres, a fait, il y a quelques mois, acquisition d'un manteau tout couvert de perles le plus rares et d'une valeur fabuleuse. Malheureusement, elle est jalouse, et une de ses compagnes, qui a eu le manteau lui appartient encore à sa mort et on dorera, conformément aux usages, le bûcher. Pour la rancune de voir surgir prochainement une aussi calamiteuse éventualité, l'empereur, dit-on, a déjà fait quelques tentatives pour reprendre ce superbe vêtement, car la vieille y tient. Ce schéma devra nécessairement le jeune monarque ferait pour se tirer d'affaire lorsqu'il se mariera officiellement, ayant déjà soixante dix femmes sur les bras. <box>834 1410 1033 1784</box>
observatory-table <box>834 1848 1033 1904</box>
paragraph: Voici quelques indications au sujet de l'itinéraire que suivront les voyageurs. Ils se dirigeront vers le Darfour par la voie de Suez et Khartoum. De là ils se rendront à la frontière du Wadaï et y attendront une occasion favorable pour pénétrer dans ce royaume, dont l'accès est difficile pour les étrangers. Ils se joindront, par conséquent, à une des nombreuses caravanes qui se dirigent de ce côté et chercheront à se gagner l'amitié et la protection du Sultan par des présents. <box>628 597 827 742</box>
paragraph: La politique aidant, le comte Visone réussit à rester en charge. <box>422 2023 621 2047</box>
masthead: LA TURQUIE <box>555 4 677 22</box>
observatory-cell-m: 8 <box>1027 1931 1032 1942</box>
column-separator <box>624 29 625 1695</box>
paragraph: Passons aux dépenses militaires ; là c'est pour le moins intéressant de l'affaire. Le total des dépenses pour l'Europe est de 4,625,000,000 francs, dont 4,000,000,000 fr. sont affectés au maintien des armées permanentes. En 1865 ce même total n'était que de 9,950,000,000 francs, dont 2,925,000,000 fr. pour les armées permanentes. On voit quelle est la progression, et dans cette progression l'Allemagne, la Russie et la France tiennent la corde. L'Allemagne a sauté de 250,000,000 fr. à 525,000,000 ; la France de 425,000,000 fr. à 675,000,000 fr. ; la Russie de 550,000,000 fr. à 900,000,000 francs, etc. Seules l'Autriche-Hongrie et l'Italie ont fait subir de légères réductions à leurs budgets de la guerre ; mais en présence des perspectives qu'ouvre la Bosnie et l'Herzégovine au gouvernement de Vienne, et l'Italia irredenta à celui du Quirinal, il n'y a pas lieu de s'y arrêter. <box>10 1255 209 1520</box>
section-heading-bulgarie: BULGARIE. <box>75 34 144 46</box>
section-heading-tunisie: TUNISIE. <box>905 429 963 442</box>
paragraph: Les budgets les plus respectables sont à l'heure actuelle, ceux de la France et de la Russie. Les dépenses annuelles de la France sont de 2,979,000,000 de francs, et celles de la Russie sont de 2,675,000,000. Notons qu'en ce point la Russie se trouve au-dessus de l'Angleterre d'une somme de 550,000,000. En 1865 la Russie, comme l'Allemagne, dépensait moitié moins. <box>10 821 209 940</box>
observatory-cell-label: Coucher <box>836 1859 873 1870</box>
paragraph: On lit dans le Courrier d'Italie du 1er février : <box>422 1250 621 1273</box>
paragraph: M. Lindley calcule que les dépenses de la canalisation de St-Pétersbourg s'élèveraient à 14,800,000 r. en or, plus 5,200,000r. en or <box>628 2120 827 2167</box>
section-heading-chiffres: Chiffres. <box>83 586 136 599</box>
observatory-row <box>834 1871 1033 1893</box>
paragraph: Tandis que le Khédive d'Égypte crée une maison d'éducation pour les jeunes filles avec le concours des dames de la maison nationale de la Légion d'honneur, S. A. le bey de Tunis, sur l'initiative du consul général de France, a, par décret récent, autorisé la création, dans la capitale de la régence, d'un mont-de-piété qui devra avoir des succursales dans toutes les villes de la Tunisie. L'exception de la ville sainte de Kaïrouan. La concession de ces établissements a été donnée pour quatre-vingt-dix-neuf ans, à un Français, M. Alexandre Danines. <box>834 1123 1033 1291</box>
observatory-row <box>834 1893 1033 1904</box>
paragraph: On avait lieu de croire que le Roi n'avait pas retenu le comte dans la cassette particulière et qu'on avait surpris les journaux à démentir des faits avérés ; c'est le cas de dire que le Roi n'avait retiré l'administration exclusive de la cassette particulière etc. <box>628 307 827 391</box>
paragraph: Le résultat que produira cette discussion ne peut guère être prévu. Les journaux, d'ailleurs, ont peu à prendre l'appréciation des débats, sont loin de se prononcer sur son issue. Tels sont : le Français, le Moniteur Universel et l'Univers, fort élogieux pour les orateurs de droite, et tels sont : la République Française qui loue chaudement le discours de M. Jules Ferry ; le Journal des Débats qui, bien que favorable aux orateurs de gauche, rend hommage au talent déployé par les orateurs de droite ; et le Parlement qui apprécie la discussion dans un sens très modéré. À la dernière séance, le vote pour l'élection d'un sénateur inamovible, en remplacement de M. le comte Montalivet, n'a pas abouti. Un deuxième vote aura lieu jeudi. <box>216 670 415 899</box>
varietes-title: VARIÉTÉS <box>1040 30 1221 48</box>
paragraph: S. M. l'Impératrice a quitté Cannes aujourd'hui à 3 heures et demie après-midi pour retourner à Saint-Pétersbourg. <box>628 1068 827 1103</box>
paragraph: Les frais de l'expédition sont supportés par ce dernier. <box>628 839 827 863</box>
paragraph: La circonstance que notre capitale est construite sur un terrain marécageux ne paraît pas décourager M. Lindley, vu qu'il a déjà effectué de semblables travaux à Hambourg, où les conditions du sol sont analogues à celles de St-Pétersbourg. <box>834 65 1033 137</box>
paragraph: groupes à la fois. Et maintenant, après ces infructueuses tentatives auxquelles le centre gauche a refusé de se prêter en émettant sa ferme volonté de se maintenir à l'état de groupe distinct, on en est venu à la seule pratique possible, celle de laisser au gouvernement la tâche de réunir lui-même une majorité et d'en prendre la direction. Devant cette impuissance des gauches à s'unir, il est curieux de remarquer avec quelle facilité les droites du Sénat se sont entendues pour ne plus former qu'un groupe. <box>216 29 415 185</box>
paragraph: On lit dans la Voix de Bulgarie : <box>20 50 167 61</box>
paragraph: Depuis longtemps déjà nous n'avons plus dit un seul mot du ministère de la maison royal. <box>422 1830 621 1866</box>
